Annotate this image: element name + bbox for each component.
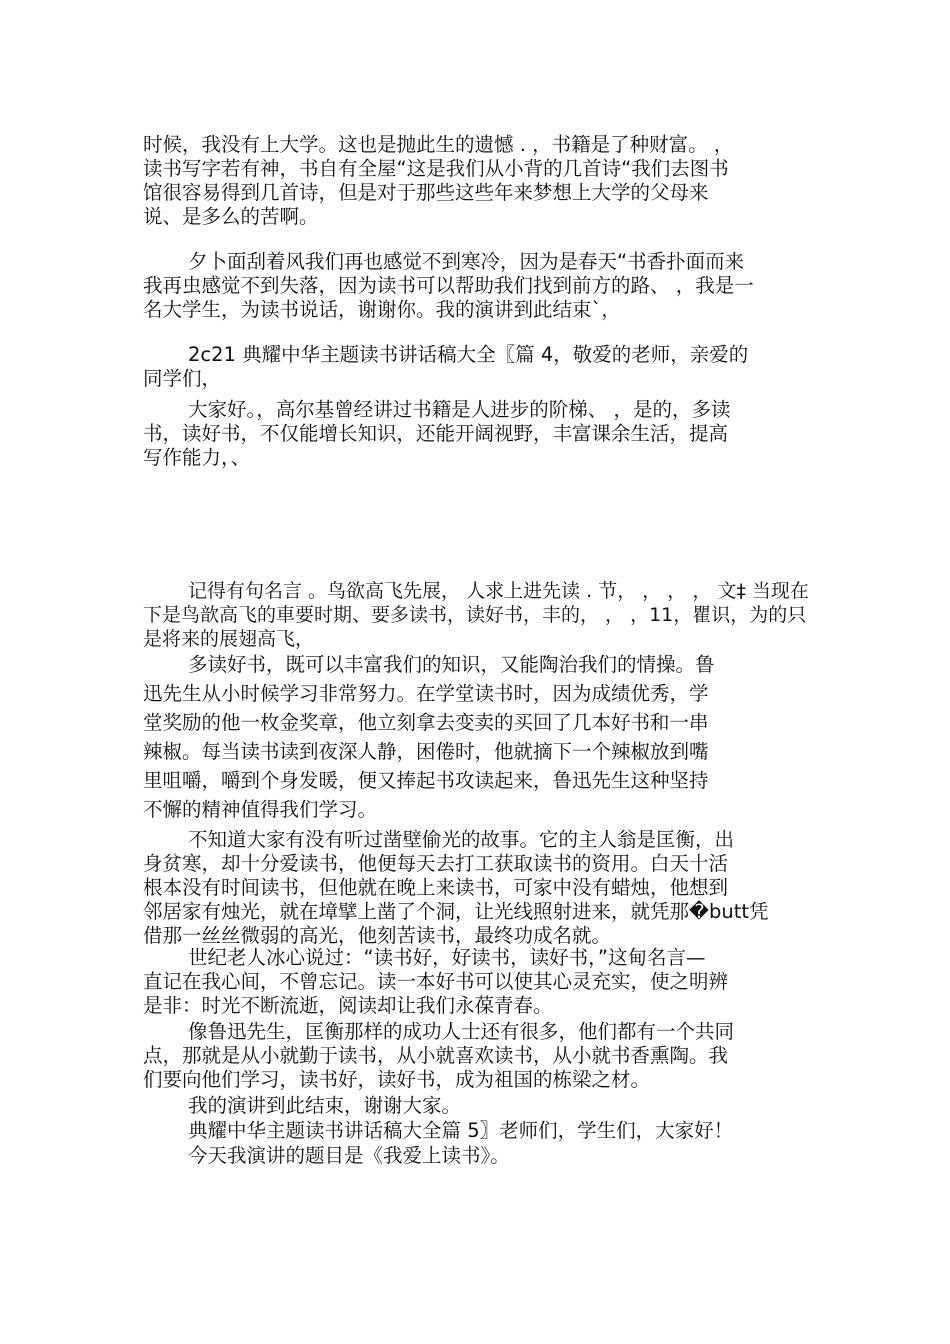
text-line: 读书写字若有神，书自有全屋“这是我们从小背的几首诗“我们去图书 xyxy=(143,157,729,180)
text-line: 2c21 典耀中华主题读书讲话稿大全〖篇 4，敬爱的老师，亲爱的 xyxy=(188,343,749,366)
text-line: 邻居家有烛光，就在墇擘上凿了个洞，让光线照射进来，就凭那�butt凭 xyxy=(143,900,769,923)
text-line: 写作能力，、 xyxy=(143,446,251,469)
text-line: 点，那就是从小就勤于读书，从小就喜欢读书，从小就书香熏陶。我 xyxy=(143,1044,729,1067)
text-line: 同学们， xyxy=(143,367,222,390)
text-line: 辣椒。每当读书读到夜深人静，困倦时，他就摘下一个辣椒放到嘴 xyxy=(143,740,709,763)
text-line: 世纪老人冰心说过：“读书好，好读书，读好书，”这甸名言— xyxy=(188,946,706,969)
text-line: 说、是多么的苦啊。 xyxy=(143,205,319,228)
text-line: 借那一丝丝微弱的高光，他刻苦读书，最终功成名就。 xyxy=(143,924,612,947)
text-line: 时候，我没有上大学。这也是抛此生的遗憾 . ，书籍是了种财富。 ， xyxy=(143,133,734,156)
text-line: 多读好书，既可以丰富我们的知识，又能陶治我们的情操。鲁 xyxy=(188,653,715,676)
text-line: 是将来的展翅高飞， xyxy=(143,628,315,650)
text-line: 堂奖励的他一枚金奖章，他立刻拿去变卖的买回了几本好书和一串 xyxy=(143,711,709,734)
text-line: 不知道大家有没有听过凿壁偷光的故事。它的主人翁是匡衡，出 xyxy=(188,828,735,851)
text-line: 不懈的精神值得我们学习。 xyxy=(143,798,378,821)
text-line: 我再虫感觉不到失落，因为读书可以帮助我们找到前方的路、 ，我是一 xyxy=(143,274,754,297)
text-line: 大家好。，高尔基曾经讲过书籍是人进步的阶梯、 ，是的，多读 xyxy=(188,398,731,421)
text-line: 书，读好书，不仅能增长知识，还能开阔视野，丰富课余生活，提高 xyxy=(143,422,729,445)
text-line: 直记在我心间，不曾忘记。读一本好书可以使其心灵充实，使之明辨 xyxy=(143,970,729,993)
text-line: 记得有句名言 。鸟欲高飞先展， 人求上进先读 . 节， ， ， ， 文‡ 当现在 xyxy=(188,580,809,602)
text-line: 下是鸟歆高飞的車要时期、要多读书，读好书，丰的， ， ，11，瞿识，为的只 xyxy=(143,604,807,626)
text-line: 像鲁迅先生，匡衡那样的成功人士还有很多，他们都有一个共同 xyxy=(188,1020,735,1043)
text-line: 迅先生从小时候学习非常努力。在学堂读书时，因为成绩优秀，学 xyxy=(143,682,709,705)
text-line: 根本没有时间读书，但他就在晚上来读书，可家中没有蜡烛，他想到 xyxy=(143,876,729,899)
text-line: 是非：时光不断流逝，阅读却让我们永葆青春。 xyxy=(143,994,553,1017)
closing-thanks: 我的演讲到此结束，谢谢大家。 xyxy=(188,1094,462,1117)
text-line: 馆很容易得到几首诗，但是对于那些这些年来梦想上大学的父母来 xyxy=(143,181,709,204)
text-line: 夕卜面刮着风我们再也感觉不到寒冷，因为是春天“书香扑面而来 xyxy=(188,250,745,273)
text-line: 们要向他们学习，读书好，读好书，成为祖国的栋梁之材。 xyxy=(143,1068,651,1091)
speech-topic-line: 今天我演讲的题目是《我爱上读书》。 xyxy=(188,1144,510,1167)
text-line: 名大学生，为读书说话，谢谢你。我的演讲到此结束`， xyxy=(143,298,621,321)
text-line: 身贫寒，却十分爱读书，他便每天去打工获取读书的资用。白天十活 xyxy=(143,852,729,875)
next-article-heading: 典耀中华主题读书讲话稿大全篇 5〗老师们，学生们，大家好！ xyxy=(188,1119,734,1142)
text-line: 里咀嚼，嚼到个身发暖，便又捧起书攻读起来，鲁迅先生这种坚持 xyxy=(143,769,709,792)
